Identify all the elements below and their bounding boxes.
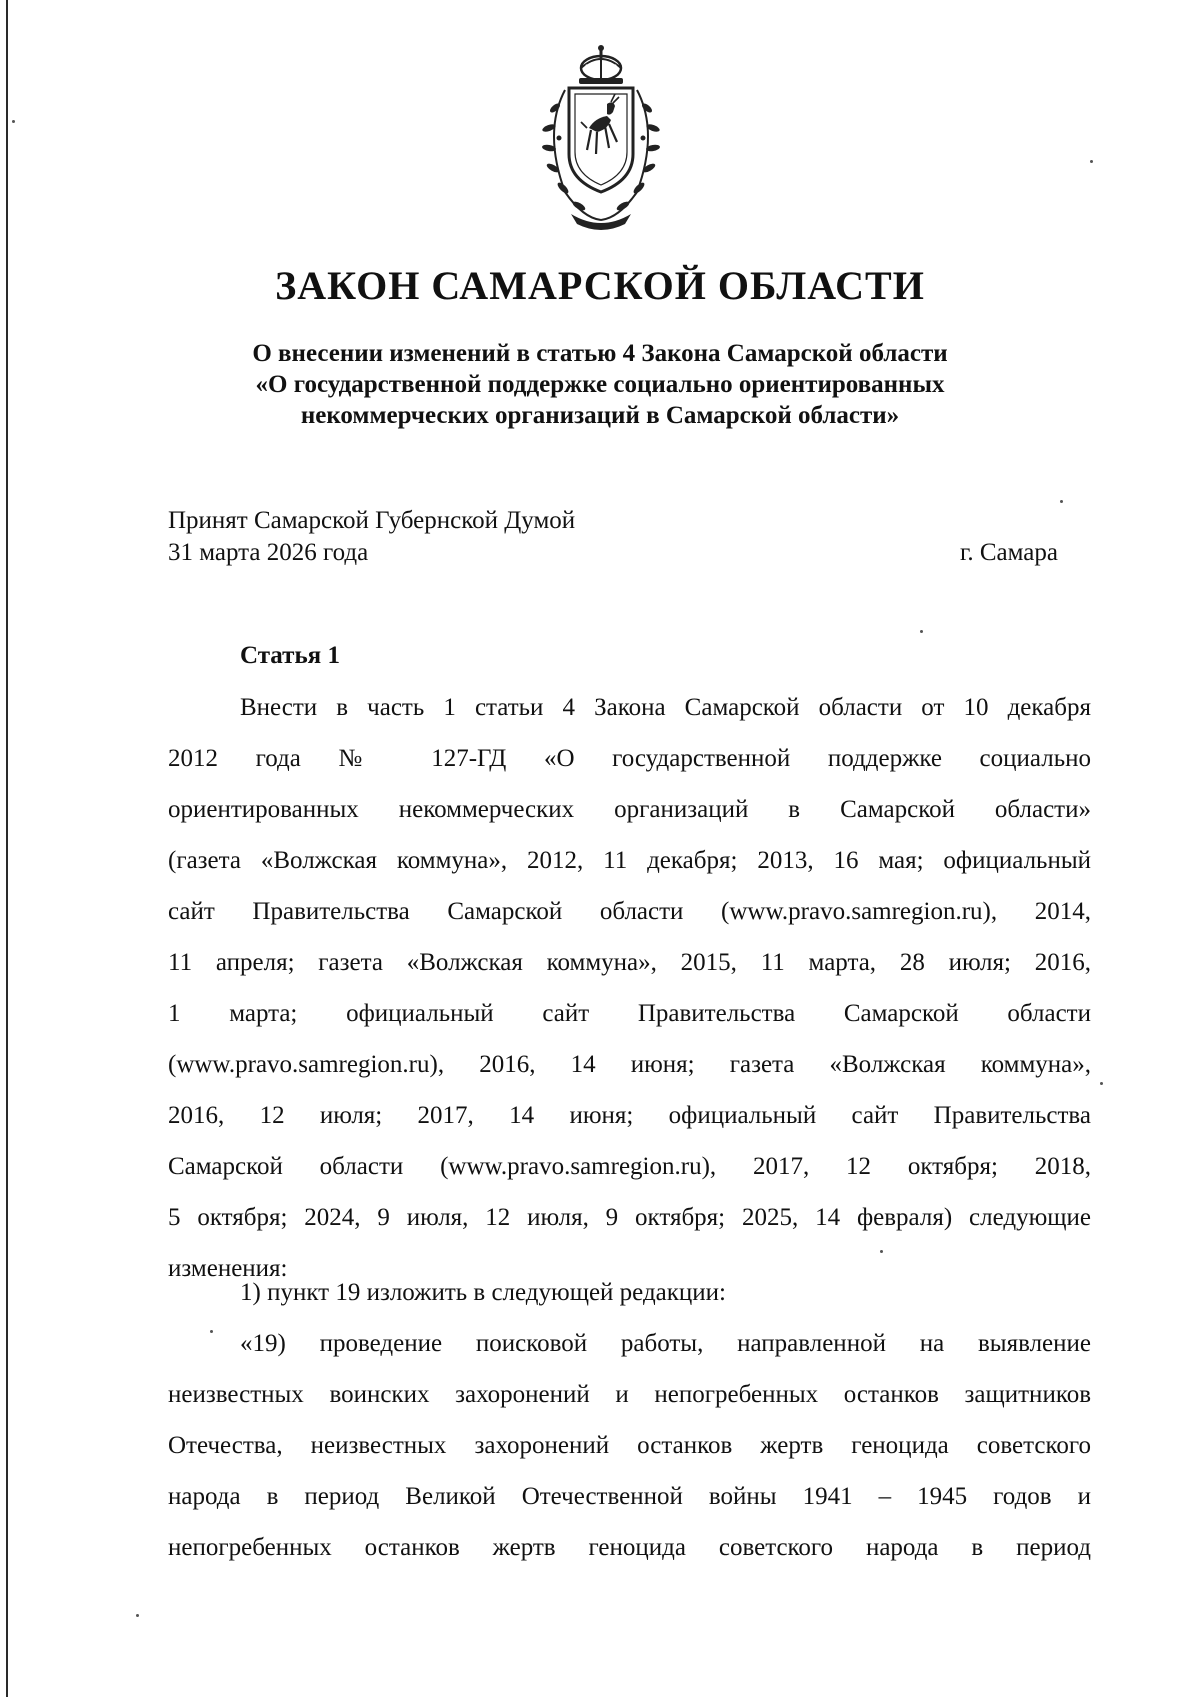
paragraph-line: 11 апреля; газета «Волжская коммуна», 2015, 11 марта, 28 июля; 2016,: [168, 949, 1091, 976]
paragraph-line: ориентированных некоммерческих организаций в Самарской области»: [168, 796, 1091, 823]
scan-speck: [136, 1614, 139, 1617]
paragraph-line: 1 марта; официальный сайт Правительства Самарской области: [168, 1000, 1091, 1027]
paragraph-line: Внести в часть 1 статьи 4 Закона Самарской области от 10 декабря: [240, 694, 1091, 721]
paragraph-line: (www.pravo.samregion.ru), 2016, 14 июня; газета «Волжская коммуна»,: [168, 1051, 1091, 1078]
scan-speck: [12, 120, 15, 123]
quote-line: Отечества, неизвестных захоронений останков жертв геноцида советского: [168, 1432, 1091, 1459]
quote-line: «19) проведение поисковой работы, направленной на выявление: [240, 1330, 1091, 1357]
paragraph-line: сайт Правительства Самарской области (www.pravo.samregion.ru), 2014,: [168, 898, 1091, 925]
subtitle-line: некоммерческих организаций в Самарской области»: [300, 402, 900, 429]
coat-of-arms-emblem: [525, 42, 677, 232]
law-title: ЗАКОН САМАРСКОЙ ОБЛАСТИ: [275, 263, 925, 308]
article-heading: Статья 1: [240, 642, 340, 669]
scan-speck: [1100, 1082, 1103, 1085]
scan-speck: [210, 1330, 213, 1333]
subtitle-line: О внесении изменений в статью 4 Закона Самарской области: [252, 340, 948, 367]
quote-line: народа в период Великой Отечественной войны 1941 – 1945 годов и: [168, 1483, 1091, 1510]
scan-edge-line: [6, 0, 8, 1697]
adoption-date-line: [168, 537, 1058, 569]
adopted-by-text: Принят Самарской Губернской Думой: [168, 507, 576, 534]
paragraph-line: Самарской области (www.pravo.samregion.ru), 2017, 12 октября; 2018,: [168, 1153, 1091, 1180]
subtitle-line: «О государственной поддержке социально ориентированных: [255, 371, 945, 398]
item-1: [168, 1267, 1091, 1318]
paragraph-line: (газета «Волжская коммуна», 2012, 11 декабря; 2013, 16 мая; официальный: [168, 847, 1091, 874]
article-paragraph: [168, 682, 1091, 1294]
scan-speck: [920, 630, 923, 633]
quote-line: непогребенных останков жертв геноцида советского народа в период: [168, 1534, 1091, 1561]
paragraph-line: изменения:: [168, 1255, 288, 1282]
scan-speck: [1060, 500, 1063, 503]
scan-speck: [1090, 160, 1093, 163]
quote-line: неизвестных воинских захоронений и непогребенных останков защитников: [168, 1381, 1091, 1408]
paragraph-line: 2016, 12 июля; 2017, 14 июня; официальный сайт Правительства: [168, 1102, 1091, 1129]
paragraph-line: 2012 года № 127-ГД «О государственной поддержке социально: [168, 745, 1091, 772]
quoted-item-19: [168, 1318, 1091, 1573]
paragraph-line: 5 октября; 2024, 9 июля, 12 июля, 9 октября; 2025, 14 февраля) следующие: [168, 1204, 1091, 1231]
adoption-place: г. Самара: [959, 539, 1058, 566]
adoption-block: [168, 505, 1068, 569]
adopted-date: 31 марта 2026 года: [168, 539, 369, 566]
law-subtitle: [150, 338, 1050, 431]
item-1-text: 1) пункт 19 изложить в следующей редакции:: [240, 1279, 726, 1306]
scan-speck: [880, 1250, 883, 1253]
